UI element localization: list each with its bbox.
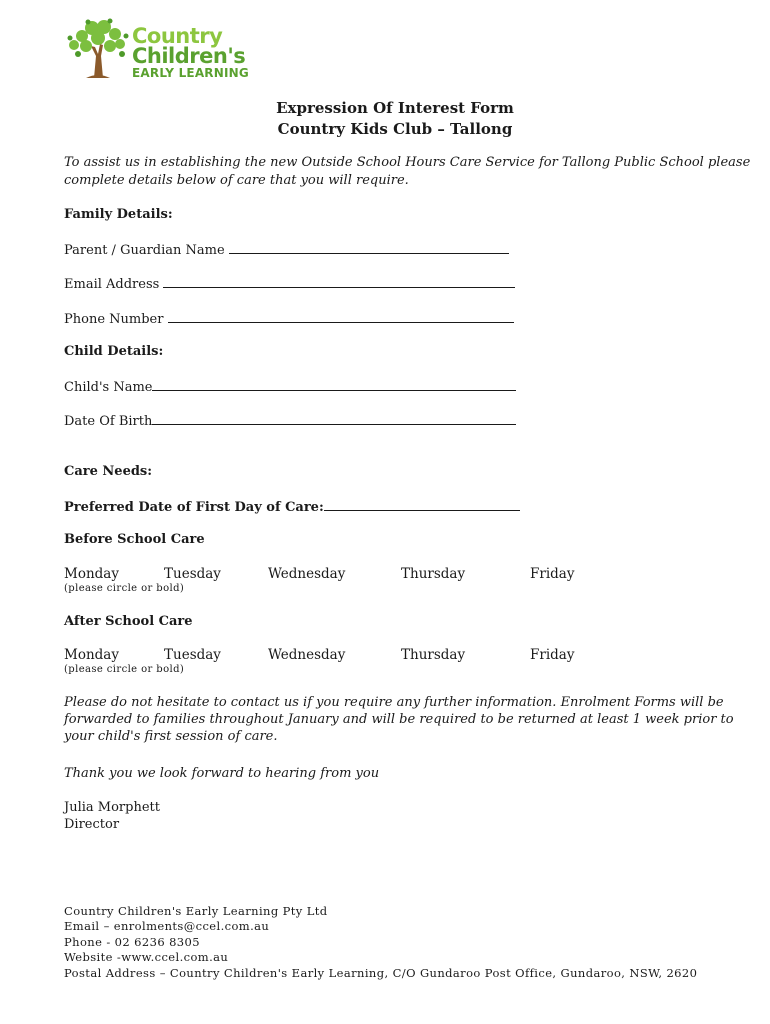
after-day-thursday[interactable]: Thursday [401,647,466,663]
email-line[interactable] [163,275,515,288]
before-day-wednesday[interactable]: Wednesday [268,566,346,582]
before-day-thursday[interactable]: Thursday [401,566,466,582]
tree-icon [64,16,130,82]
signer-name: Julia Morphett [64,800,160,815]
after-day-tuesday[interactable]: Tuesday [164,647,221,663]
email-field [64,275,515,292]
footer-address: Postal Address – Country Children's Early Learning, C/O Gundaroo Post Office, Gundaroo, NSW, 2620 [64,966,698,980]
dob-label: Date Of Birth [64,414,153,429]
parent-name-field [64,241,509,258]
intro-line-1: To assist us in establishing the new Outside School Hours Care Service for Tallong Public School please [64,155,751,170]
closing-line-3: your child's first session of care. [64,729,278,744]
email-label: Email Address [64,277,160,292]
after-school-heading: After School Care [64,614,193,629]
brand-line-3: EARLY LEARNING [132,66,249,80]
care-heading: Care Needs: [64,464,153,479]
parent-name-label: Parent / Guardian Name [64,243,225,258]
phone-line[interactable] [168,310,514,323]
closing-line-1: Please do not hesitate to contact us if you require any further information. Enrolment Forms will be [64,695,724,710]
dob-field [64,412,516,429]
form-subtitle: Country Kids Club – Tallong [277,120,513,138]
after-day-wednesday[interactable]: Wednesday [268,647,346,663]
before-school-heading: Before School Care [64,532,205,547]
family-heading: Family Details: [64,207,173,222]
closing-line-2: forwarded to families throughout January and will be required to be returned at least 1 week prior to [64,712,734,727]
footer-website: Website -www.ccel.com.au [64,950,229,964]
footer-phone: Phone - 02 6236 8305 [64,935,200,949]
phone-label: Phone Number [64,312,164,327]
child-name-field [64,378,516,395]
child-name-label: Child's Name [64,380,153,395]
after-hint: (please circle or bold) [64,664,185,675]
intro-line-2: complete details below of care that you will require. [64,173,409,188]
thanks-text: Thank you we look forward to hearing from you [64,766,380,781]
preferred-date-field [64,498,520,515]
child-name-line[interactable] [152,378,516,391]
preferred-date-label: Preferred Date of First Day of Care: [64,500,324,515]
preferred-date-line[interactable] [324,498,520,511]
form-title: Expression Of Interest Form [276,99,514,117]
signer-title: Director [64,817,120,832]
before-day-monday[interactable]: Monday [64,566,119,582]
footer-company: Country Children's Early Learning Pty Ltd [64,904,328,918]
before-hint: (please circle or bold) [64,583,185,594]
after-day-monday[interactable]: Monday [64,647,119,663]
brand-name [132,26,249,80]
brand-line-2: Children's [132,44,246,68]
phone-field [64,310,514,327]
after-day-friday[interactable]: Friday [530,647,575,663]
company-logo [64,16,254,82]
dob-line[interactable] [152,412,516,425]
footer-email: Email – enrolments@ccel.com.au [64,919,270,933]
child-heading: Child Details: [64,344,164,359]
brand-line-1: Country [132,24,223,48]
before-day-friday[interactable]: Friday [530,566,575,582]
parent-name-line[interactable] [229,241,509,254]
before-day-tuesday[interactable]: Tuesday [164,566,221,582]
